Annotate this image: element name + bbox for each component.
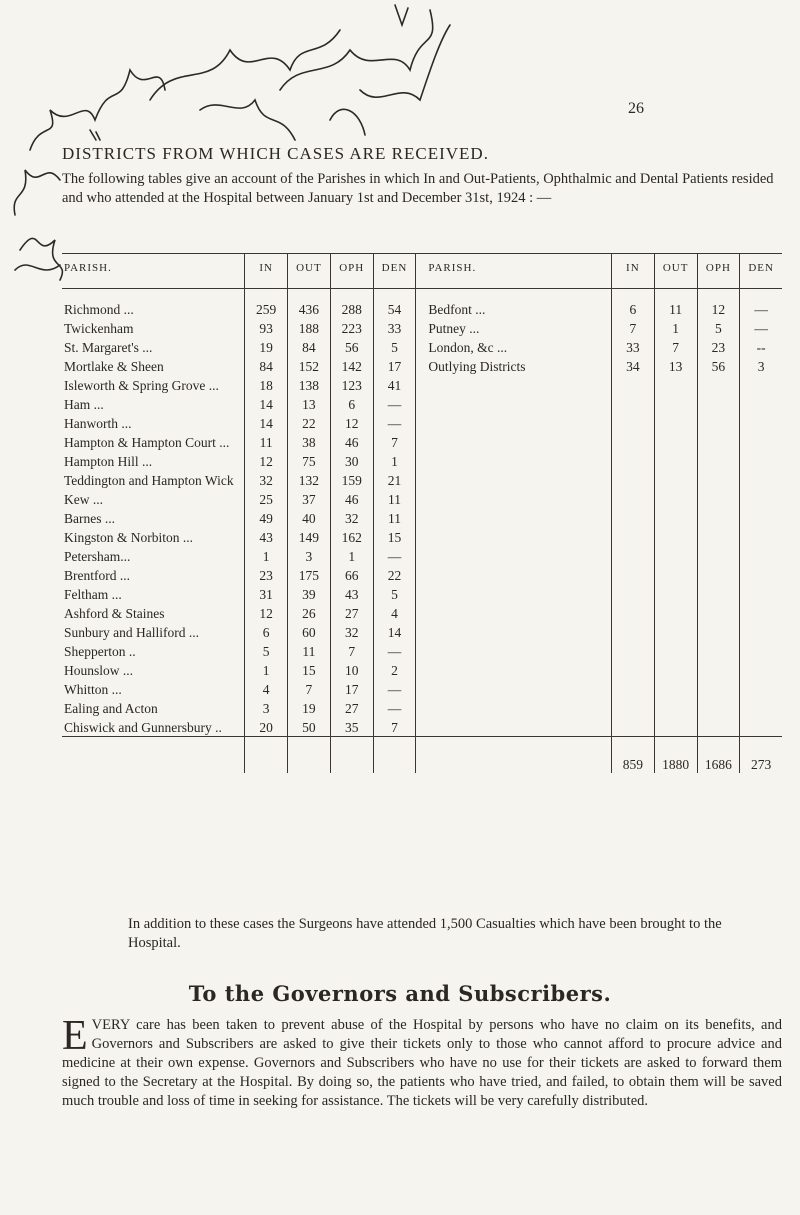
table-row [62,356,782,375]
empty-cell [740,603,782,622]
empty-cell [740,470,782,489]
out-count: 7 [654,337,697,356]
empty-cell [611,603,654,622]
parish-name: Kingston & Norbiton ... [64,530,194,545]
in-count: 6 [245,622,288,641]
empty-cell [740,641,782,660]
table-row [62,470,782,489]
empty-cell [654,565,697,584]
parish-name: Ham ... [64,397,104,412]
empty-cell [654,451,697,470]
table-body [62,289,782,774]
out-count: 38 [288,432,331,451]
out-count: 37 [288,489,331,508]
empty-cell [740,432,782,451]
den-count: 54 [373,299,416,318]
parish-name: London, &c ... [416,337,612,356]
parish-name: Ashford & Staines [64,606,165,621]
casualties-note: In addition to these cases the Surgeons have attended 1,500 Casualties which have been brought to the Hospital. [128,916,722,951]
empty-cell [611,584,654,603]
empty-cell [654,508,697,527]
parish-name: Hampton & Hampton Court ... [64,435,230,450]
empty-cell [330,737,373,774]
out-count: 11 [288,641,331,660]
table-row [62,451,782,470]
empty-cell [611,470,654,489]
column-header: OPH [330,254,373,289]
in-count: 84 [245,356,288,375]
oph-count: 12 [330,413,373,432]
oph-count: 10 [330,660,373,679]
in-count: 7 [611,318,654,337]
parish-name: Shepperton .. [64,644,136,659]
oph-count: 30 [330,451,373,470]
empty-cell [416,546,612,565]
in-count: 31 [245,584,288,603]
parish-table [62,253,782,773]
empty-cell [416,565,612,584]
out-count: 152 [288,356,331,375]
parish-name: Sunbury and Halliford ... [64,625,199,640]
oph-count: 123 [330,375,373,394]
total-den: 273 [740,737,782,774]
out-count: 188 [288,318,331,337]
den-count: -- [740,337,782,356]
parish-name: Hounslow ... [64,663,134,678]
empty-cell [697,432,740,451]
empty-cell [740,584,782,603]
den-count: 22 [373,565,416,584]
empty-cell [611,451,654,470]
in-count: 12 [245,451,288,470]
out-count: 75 [288,451,331,470]
empty-cell [416,432,612,451]
oph-count: 46 [330,432,373,451]
table-row [62,489,782,508]
out-count: 26 [288,603,331,622]
in-count: 25 [245,489,288,508]
oph-count: 27 [330,603,373,622]
empty-cell [416,660,612,679]
empty-cell [416,622,612,641]
den-count: 5 [373,337,416,356]
column-header: PARISH. [62,254,245,289]
oph-count: 1 [330,546,373,565]
oph-count: 56 [330,337,373,356]
oph-count: 159 [330,470,373,489]
in-count: 5 [245,641,288,660]
empty-cell [611,717,654,737]
empty-cell [697,698,740,717]
parish-name: Petersham... [64,549,131,564]
empty-cell [740,375,782,394]
den-count: 3 [740,356,782,375]
spacer-cell [288,289,331,300]
in-count: 18 [245,375,288,394]
empty-cell [740,717,782,737]
table-row [62,508,782,527]
oph-count: 32 [330,622,373,641]
spacer-cell [611,289,654,300]
den-count: 7 [373,717,416,737]
empty-cell [611,375,654,394]
empty-cell [611,546,654,565]
table-row [62,318,782,337]
empty-cell [416,508,612,527]
column-header: OPH [697,254,740,289]
column-header: OUT [288,254,331,289]
empty-cell [611,622,654,641]
empty-cell [697,413,740,432]
empty-cell [611,679,654,698]
empty-cell [416,375,612,394]
table-row [62,299,782,318]
in-count: 34 [611,356,654,375]
den-count: — [373,413,416,432]
section-title: To the Governors and Subscribers. [188,981,612,1006]
den-count: 14 [373,622,416,641]
out-count: 11 [654,299,697,318]
empty-cell [654,413,697,432]
den-count: 33 [373,318,416,337]
table-row [62,717,782,737]
empty-cell [611,432,654,451]
table-row [62,413,782,432]
parish-name: Twickenham [64,321,134,336]
empty-cell [740,546,782,565]
in-count: 19 [245,337,288,356]
empty-cell [654,470,697,489]
empty-cell [654,660,697,679]
empty-cell [416,413,612,432]
parish-name: Ealing and Acton [64,701,158,716]
parish-table-container [62,253,782,773]
out-count: 7 [288,679,331,698]
table-header-row [62,254,782,289]
out-count: 138 [288,375,331,394]
out-count: 60 [288,622,331,641]
parish-name: Brentford ... [64,568,130,583]
parish-name: St. Margaret's ... [64,340,153,355]
oph-count: 7 [330,641,373,660]
total-in: 859 [611,737,654,774]
table-row [62,679,782,698]
column-header: DEN [373,254,416,289]
oph-count: 288 [330,299,373,318]
empty-cell [697,508,740,527]
empty-cell [611,489,654,508]
parish-name: Richmond ... [64,302,134,317]
in-count: 11 [245,432,288,451]
empty-cell [416,451,612,470]
empty-cell [740,451,782,470]
oph-count: 35 [330,717,373,737]
empty-cell [697,622,740,641]
total-oph: 1686 [697,737,740,774]
empty-cell [611,698,654,717]
oph-count: 17 [330,679,373,698]
empty-cell [416,698,612,717]
parish-name: Whitton ... [64,682,122,697]
empty-cell [416,641,612,660]
empty-cell [697,679,740,698]
out-count: 149 [288,527,331,546]
out-count: 84 [288,337,331,356]
empty-cell [697,584,740,603]
empty-cell [740,622,782,641]
table-row [62,394,782,413]
notice-paragraph [62,1013,782,1111]
table-row [62,527,782,546]
oph-count: 12 [697,299,740,318]
parish-name: Feltham ... [64,587,122,602]
out-count: 13 [288,394,331,413]
empty-cell [416,737,612,774]
oph-count: 27 [330,698,373,717]
empty-cell [654,489,697,508]
parish-name: Kew ... [64,492,103,507]
den-count: 11 [373,489,416,508]
out-count: 1 [654,318,697,337]
out-count: 436 [288,299,331,318]
empty-cell [740,565,782,584]
table-row [62,698,782,717]
empty-cell [697,451,740,470]
spacer-cell [416,289,612,300]
empty-cell [611,508,654,527]
empty-cell [654,394,697,413]
column-header: DEN [740,254,782,289]
den-count: 1 [373,451,416,470]
empty-cell [697,565,740,584]
oph-count: 142 [330,356,373,375]
in-count: 20 [245,717,288,737]
table-spacer-row [62,289,782,300]
page-number: 26 [628,100,644,117]
empty-cell [416,527,612,546]
empty-cell [654,622,697,641]
empty-cell [373,737,416,774]
empty-cell [697,375,740,394]
parish-name: Chiswick and Gunnersbury .. [62,717,245,737]
table-row [62,660,782,679]
den-count: — [740,299,782,318]
empty-cell [697,603,740,622]
empty-cell [654,584,697,603]
empty-cell [697,527,740,546]
in-count: 3 [245,698,288,717]
empty-cell [245,737,288,774]
den-count: 2 [373,660,416,679]
den-count: 4 [373,603,416,622]
spacer-cell [697,289,740,300]
in-count: 6 [611,299,654,318]
parish-name: Hanworth ... [64,416,132,431]
in-count: 1 [245,546,288,565]
out-count: 13 [654,356,697,375]
den-count: — [373,641,416,660]
empty-cell [62,737,245,774]
empty-cell [654,679,697,698]
empty-cell [740,679,782,698]
out-count: 39 [288,584,331,603]
parish-name: Teddington and Hampton Wick [64,473,234,488]
in-count: 14 [245,394,288,413]
oph-count: 162 [330,527,373,546]
spacer-cell [373,289,416,300]
oph-count: 46 [330,489,373,508]
table-row [62,622,782,641]
spacer-cell [245,289,288,300]
out-count: 19 [288,698,331,717]
in-count: 33 [611,337,654,356]
notice-text: VERY care has been taken to prevent abuse of the Hospital by persons who have no claim on its benefits, and Governors and Subscribers are asked to give their tickets only to those who cannot afford to procure advice and medicine at their own expense. Governors and Subscribers who have no use for their tickets are asked to forward them signed to the Secretary at the Hospital. By doing so, the patients who have tried, and failed, to obtain them will be saved much trouble and loss of time in seeking for assistance. The tickets will be very carefully distributed. [62,1017,782,1109]
empty-cell [740,489,782,508]
column-header: PARISH. [416,254,612,289]
out-count: 40 [288,508,331,527]
table-row [62,375,782,394]
oph-count: 23 [697,337,740,356]
in-count: 12 [245,603,288,622]
empty-cell [416,584,612,603]
parish-name: Isleworth & Spring Grove ... [64,378,219,393]
empty-cell [288,737,331,774]
totals-row [62,737,782,774]
column-header: IN [611,254,654,289]
oph-count: 66 [330,565,373,584]
oph-count: 43 [330,584,373,603]
spacer-cell [654,289,697,300]
in-count: 14 [245,413,288,432]
in-count: 4 [245,679,288,698]
empty-cell [697,717,740,737]
table-row [62,432,782,451]
spacer-cell [62,289,245,300]
table-row [62,641,782,660]
empty-cell [740,660,782,679]
parish-name: Putney ... [416,318,612,337]
table-row [62,546,782,565]
empty-cell [416,603,612,622]
in-count: 49 [245,508,288,527]
oph-count: 223 [330,318,373,337]
den-count: 5 [373,584,416,603]
den-count: 15 [373,527,416,546]
parish-name: Hampton Hill ... [64,454,153,469]
out-count: 50 [288,717,331,737]
empty-cell [611,527,654,546]
empty-cell [654,717,697,737]
empty-cell [697,641,740,660]
den-count: 17 [373,356,416,375]
empty-cell [654,698,697,717]
empty-cell [611,565,654,584]
empty-cell [416,717,612,737]
table-row [62,584,782,603]
empty-cell [654,546,697,565]
den-count: — [373,546,416,565]
empty-cell [697,489,740,508]
den-count: 11 [373,508,416,527]
total-out: 1880 [654,737,697,774]
drop-cap: E [62,1013,88,1059]
empty-cell [654,527,697,546]
den-count: — [373,394,416,413]
column-header: IN [245,254,288,289]
empty-cell [654,603,697,622]
oph-count: 32 [330,508,373,527]
empty-cell [654,375,697,394]
empty-cell [416,394,612,413]
den-count: 7 [373,432,416,451]
table-row [62,565,782,584]
in-count: 1 [245,660,288,679]
empty-cell [697,470,740,489]
oph-count: 56 [697,356,740,375]
table-row [62,603,782,622]
den-count: — [740,318,782,337]
oph-count: 6 [330,394,373,413]
intro-paragraph: The following tables give an account of the Parishes in which In and Out-Patients, Ophthalmic and Dental Patients resided and who attended at the Hospital between January 1st and December 31st, 1924 : — [62,171,774,206]
column-header: OUT [654,254,697,289]
parish-name: Barnes ... [64,511,115,526]
empty-cell [697,394,740,413]
out-count: 132 [288,470,331,489]
oph-count: 5 [697,318,740,337]
den-count: — [373,679,416,698]
empty-cell [697,546,740,565]
den-count: — [373,698,416,717]
spacer-cell [740,289,782,300]
den-count: 21 [373,470,416,489]
table-row [62,337,782,356]
empty-cell [740,698,782,717]
in-count: 93 [245,318,288,337]
in-count: 32 [245,470,288,489]
empty-cell [654,432,697,451]
out-count: 3 [288,546,331,565]
empty-cell [611,660,654,679]
in-count: 43 [245,527,288,546]
in-count: 259 [245,299,288,318]
in-count: 23 [245,565,288,584]
page-heading: DISTRICTS FROM WHICH CASES ARE RECEIVED. [62,144,489,163]
parish-name: Bedfont ... [416,299,612,318]
empty-cell [416,679,612,698]
empty-cell [611,413,654,432]
empty-cell [740,508,782,527]
empty-cell [611,394,654,413]
empty-cell [611,641,654,660]
empty-cell [416,470,612,489]
empty-cell [697,660,740,679]
empty-cell [740,527,782,546]
den-count: 41 [373,375,416,394]
out-count: 175 [288,565,331,584]
out-count: 15 [288,660,331,679]
out-count: 22 [288,413,331,432]
empty-cell [740,413,782,432]
empty-cell [740,394,782,413]
empty-cell [416,489,612,508]
spacer-cell [330,289,373,300]
parish-name: Mortlake & Sheen [64,359,164,374]
empty-cell [654,641,697,660]
parish-name: Outlying Districts [416,356,612,375]
